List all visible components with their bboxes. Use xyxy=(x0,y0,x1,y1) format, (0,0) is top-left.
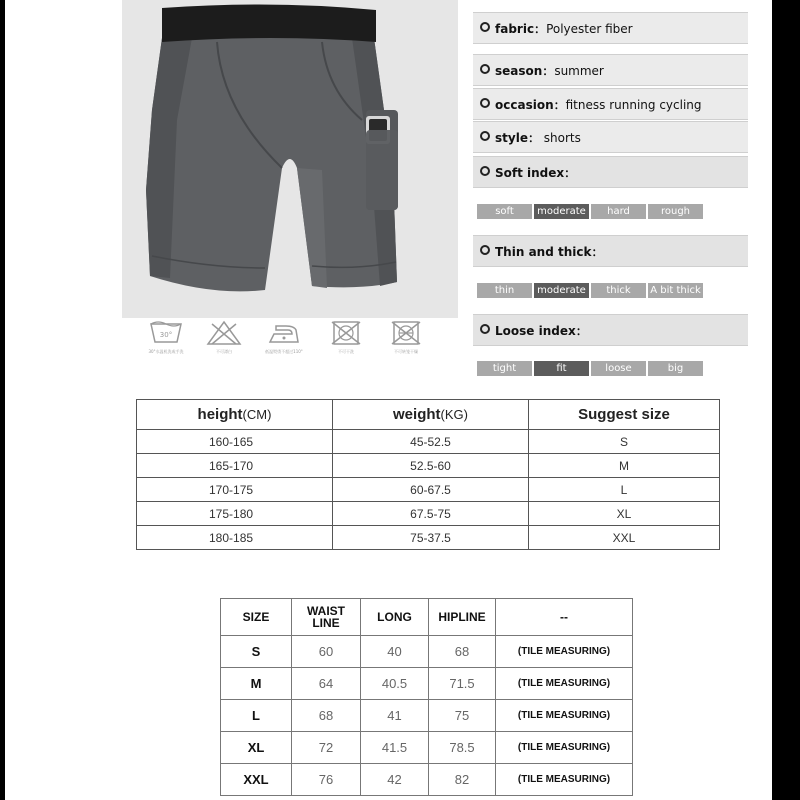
weight-cell: 75-37.5 xyxy=(333,526,529,550)
size-cell: S xyxy=(221,636,292,668)
scale-option: rough xyxy=(648,204,703,219)
thickness-scale xyxy=(477,283,705,298)
waist-header: WAIST LINE xyxy=(292,599,361,636)
table-row xyxy=(221,732,633,764)
waist-cell: 64 xyxy=(292,668,361,700)
waist-cell: 72 xyxy=(292,732,361,764)
table-row xyxy=(221,668,633,700)
attr-style: style： shorts xyxy=(473,121,748,153)
size-cell: L xyxy=(221,700,292,732)
wash-30-icon xyxy=(140,320,192,355)
scale-option: thin xyxy=(477,283,532,298)
scale-option: A bit thick xyxy=(648,283,703,298)
size-cell: S xyxy=(529,430,720,454)
scale-option-selected: moderate xyxy=(534,204,589,219)
weight-cell: 60-67.5 xyxy=(333,478,529,502)
height-cell: 160-165 xyxy=(137,430,333,454)
long-cell: 40 xyxy=(361,636,429,668)
size-cell: XXL xyxy=(221,764,292,796)
suggest-size-header: Suggest size xyxy=(529,400,720,430)
note-header: -- xyxy=(496,599,633,636)
size-cell: M xyxy=(221,668,292,700)
care-caption: 不可转笼干燥 xyxy=(394,349,418,354)
size-guide-table xyxy=(136,399,720,550)
no-bleach-icon xyxy=(198,320,250,355)
hipline-header: HIPLINE xyxy=(429,599,496,636)
bullet-icon xyxy=(480,98,490,108)
waist-cell: 68 xyxy=(292,700,361,732)
note-cell: (TILE MEASURING) xyxy=(496,700,633,732)
left-border xyxy=(0,0,5,800)
right-border xyxy=(772,0,800,800)
weight-header: weight(KG) xyxy=(333,400,529,430)
table-row xyxy=(137,478,720,502)
bullet-icon xyxy=(480,131,490,141)
size-cell: XL xyxy=(529,502,720,526)
waist-cell: 76 xyxy=(292,764,361,796)
size-cell: XXL xyxy=(529,526,720,550)
scale-option: soft xyxy=(477,204,532,219)
height-header: height(CM) xyxy=(137,400,333,430)
care-caption: 30°水温机洗或手洗 xyxy=(148,349,184,354)
bullet-icon xyxy=(480,324,490,334)
care-caption: 不可漂白 xyxy=(216,349,232,354)
attr-thin-thick: Thin and thick： xyxy=(473,235,748,267)
scale-option: big xyxy=(648,361,703,376)
bullet-icon xyxy=(480,22,490,32)
attr-soft-index: Soft index： xyxy=(473,156,748,188)
hipline-cell: 78.5 xyxy=(429,732,496,764)
note-cell: (TILE MEASURING) xyxy=(496,636,633,668)
note-cell: (TILE MEASURING) xyxy=(496,668,633,700)
shorts-illustration xyxy=(122,0,458,318)
bullet-icon xyxy=(480,166,490,176)
height-cell: 170-175 xyxy=(137,478,333,502)
care-caption: 不可干洗 xyxy=(338,349,354,354)
attr-fabric: fabric：Polyester fiber xyxy=(473,12,748,44)
bullet-icon xyxy=(480,245,490,255)
note-cell: (TILE MEASURING) xyxy=(496,732,633,764)
long-cell: 40.5 xyxy=(361,668,429,700)
scale-option: tight xyxy=(477,361,532,376)
table-row xyxy=(221,700,633,732)
long-cell: 42 xyxy=(361,764,429,796)
hipline-cell: 71.5 xyxy=(429,668,496,700)
long-header: LONG xyxy=(361,599,429,636)
no-dry-clean-icon xyxy=(380,320,432,355)
table-row xyxy=(221,636,633,668)
hipline-cell: 82 xyxy=(429,764,496,796)
care-caption: 低温熨烫不超过110° xyxy=(265,349,303,354)
long-cell: 41 xyxy=(361,700,429,732)
scale-option: thick xyxy=(591,283,646,298)
loose-scale xyxy=(477,361,705,376)
height-cell: 175-180 xyxy=(137,502,333,526)
care-instructions xyxy=(140,320,440,370)
table-row xyxy=(137,454,720,478)
attr-occasion: occasion：fitness running cycling xyxy=(473,88,748,120)
note-cell: (TILE MEASURING) xyxy=(496,764,633,796)
measurements-table xyxy=(220,598,633,796)
iron-low-icon xyxy=(258,320,310,355)
table-header-row xyxy=(137,400,720,430)
height-cell: 180-185 xyxy=(137,526,333,550)
weight-cell: 52.5-60 xyxy=(333,454,529,478)
table-row xyxy=(221,764,633,796)
soft-scale xyxy=(477,204,705,219)
bullet-icon xyxy=(480,64,490,74)
size-cell: L xyxy=(529,478,720,502)
attr-season: season：summer xyxy=(473,54,748,86)
scale-option: hard xyxy=(591,204,646,219)
svg-text:30°: 30° xyxy=(159,331,173,339)
weight-cell: 67.5-75 xyxy=(333,502,529,526)
scale-option-selected: fit xyxy=(534,361,589,376)
table-row xyxy=(137,430,720,454)
hipline-cell: 75 xyxy=(429,700,496,732)
size-header: SIZE xyxy=(221,599,292,636)
scale-option-selected: moderate xyxy=(534,283,589,298)
scale-option: loose xyxy=(591,361,646,376)
table-row xyxy=(137,502,720,526)
product-image xyxy=(122,0,458,318)
attr-loose-index: Loose index： xyxy=(473,314,748,346)
size-cell: M xyxy=(529,454,720,478)
height-cell: 165-170 xyxy=(137,454,333,478)
weight-cell: 45-52.5 xyxy=(333,430,529,454)
long-cell: 41.5 xyxy=(361,732,429,764)
waist-cell: 60 xyxy=(292,636,361,668)
no-tumble-dry-icon xyxy=(320,320,372,355)
table-header-row xyxy=(221,599,633,636)
size-cell: XL xyxy=(221,732,292,764)
hipline-cell: 68 xyxy=(429,636,496,668)
table-row xyxy=(137,526,720,550)
